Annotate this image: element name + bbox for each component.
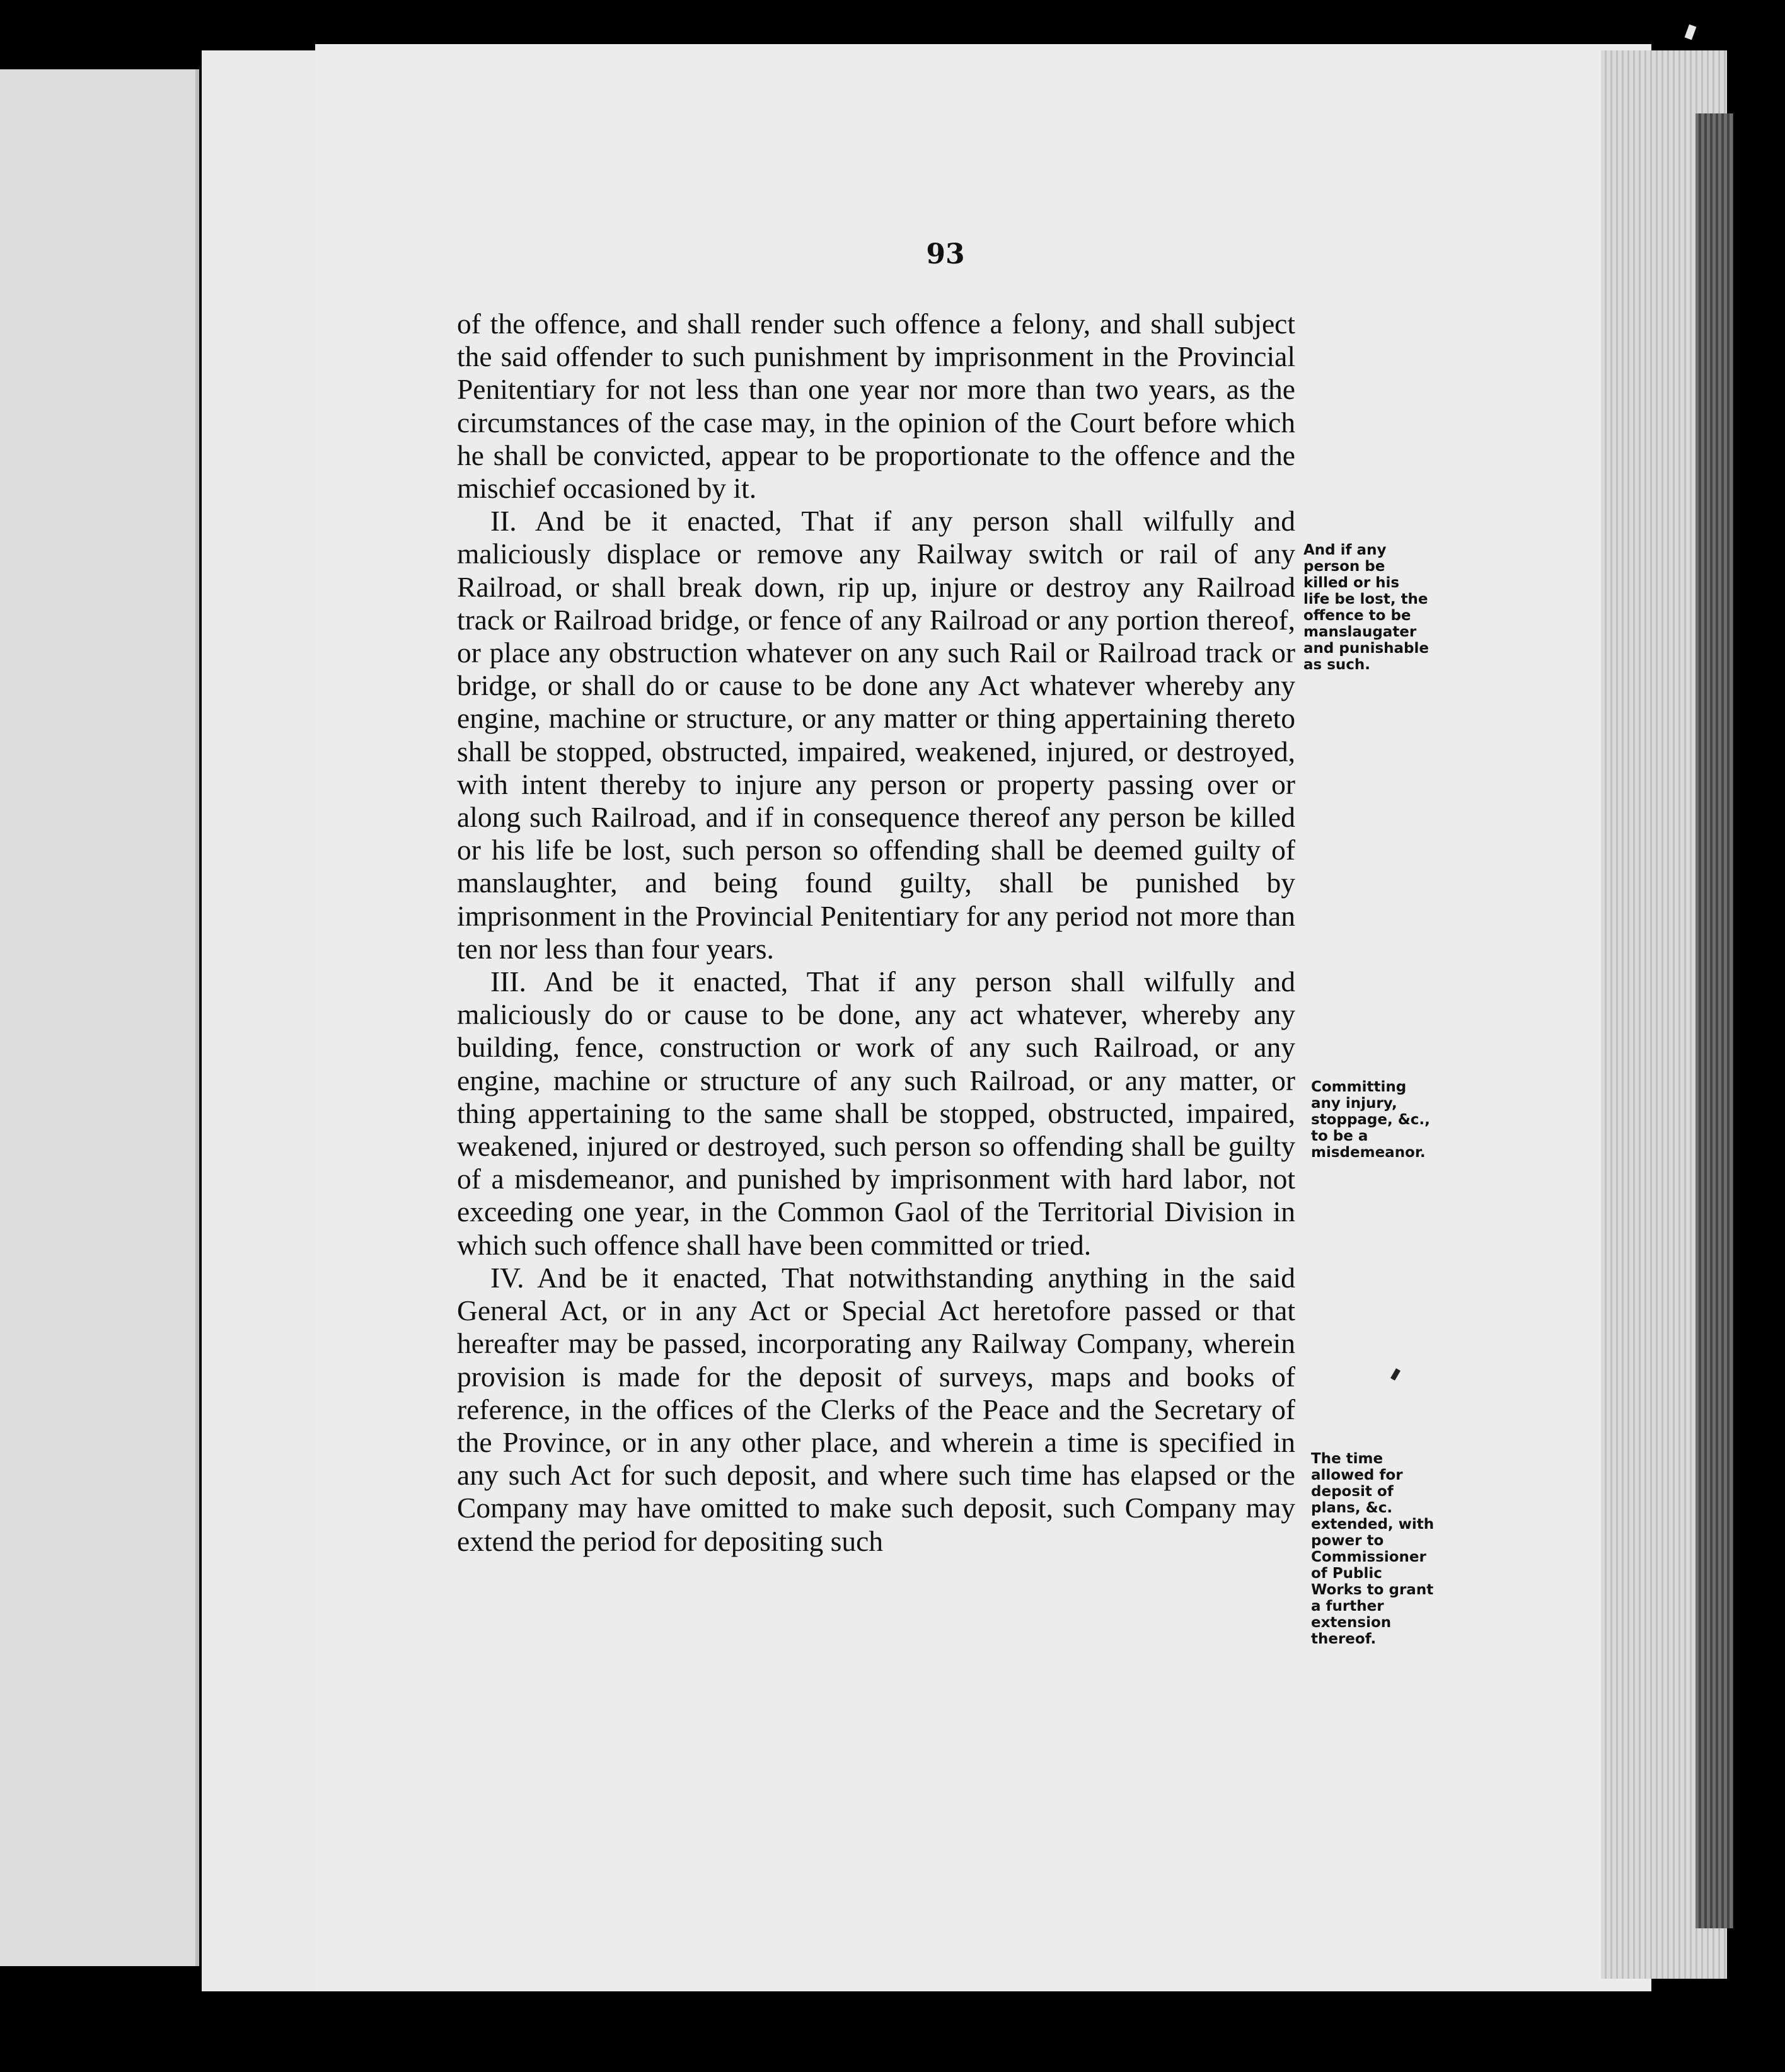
- paragraph-section-iii: III. And be it enacted, That if any person shall wilfully and maliciously do or cause to be done, any act whatever, whereby any building, fence, construction or work of any such Railroad, or any engine, machine or structure of any such Railroad, or any matter, or thing appertaining to the same shall be stopped, obstructed, impaired, weakened, injured or destroyed, such person so offending shall be guilty of a misdemeanor, and punished by imprisonment with hard labor, not exceeding one year, in the Common Gaol of the Territorial Division in which such offence shall have been committed or tried.: [457, 965, 1295, 1261]
- paragraph-section-iv: IV. And be it enacted, That notwithstanding anything in the said General Act, or in any Act or Special Act heretofore passed or that hereafter may be passed, incorporating any Railway Company, wherein provision is made for the deposit of surveys, maps and books of reference, in the offices of the Clerks of the Peace and the Secretary of the Province, or in any other place, and wherein a time is specified in any such Act for such deposit, and where such time has elapsed or the Company may have omitted to make such deposit, such Company may extend the period for depositing such: [457, 1261, 1295, 1557]
- page-number: 93: [926, 238, 965, 270]
- book-gutter: [202, 50, 318, 1991]
- body-text: [457, 308, 1295, 1558]
- margin-note-manslaughter: And if any person be killed or his life be lost, the offence to be manslaugater and punishable as such.: [1303, 542, 1429, 673]
- paragraph-section-ii: II. And be it enacted, That if any person shall wilfully and maliciously displace or remove any Railway switch or rail of any Railroad, or shall break down, rip up, injure or destroy any Railroad track or Railroad bridge, or fence of any Railroad or any portion thereof, or place any obstruction whatever on any such Rail or Railroad track or bridge, or shall do or cause to be done any Act whatever whereby any engine, machine or structure, or any matter or thing appertaining thereto shall be stopped, obstructed, impaired, weakened, injured, or destroyed, with intent thereby to injure any person or property passing over or along such Railroad, and if in consequence thereof any person be killed or his life be lost, such person so offending shall be deemed guilty of manslaughter, and being found guilty, shall be punished by imprisonment in the Provincial Penitentiary for any period not more than ten nor less than four years.: [457, 505, 1295, 965]
- margin-note-misdemeanor: Committing any injury, stoppage, &c., to be a misdemeanor.: [1311, 1079, 1430, 1161]
- paragraph-continuation: of the offence, and shall render such offence a felony, and shall subject the said offender to such punishment by imprisonment in the Provincial Penitentiary for not less than one year nor more than two years, as the circumstances of the case may, in the opinion of the Court before which he shall be convicted, appear to be proportionate to the offence and the mischief occasioned by it.: [457, 308, 1295, 505]
- right-cover-edge: [1695, 113, 1733, 1928]
- left-page-edge: [0, 69, 199, 1966]
- margin-note-deposit-time: The time allowed for deposit of plans, &c. extended, with power to Commissioner of Public Works to grant a further extension thereof.: [1311, 1451, 1435, 1647]
- scan-speck: [1685, 25, 1697, 40]
